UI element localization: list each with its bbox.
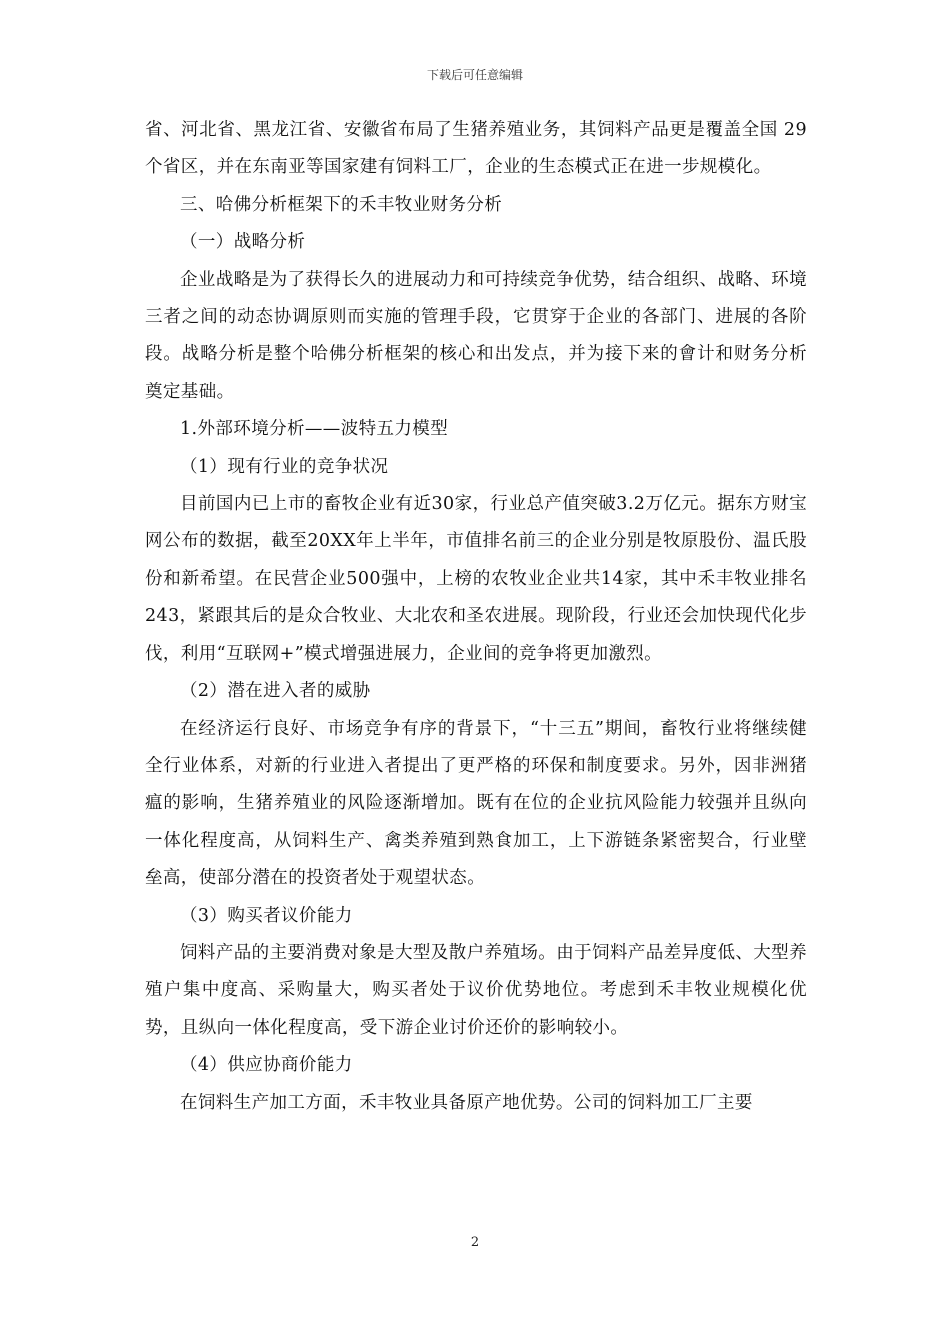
paragraph-continuation: 省、河北省、黑龙江省、安徽省布局了生猪养殖业务，其饲料产品更是覆盖全国 29 个省区，并在东南亚等国家建有饲料工厂，企业的生态模式正在进一步规模化。 — [145, 120, 813, 178]
paragraph-buyers: 饲料产品的主要消费对象是大型及散户养殖场。由于饲料产品差异度低、大型养殖户集中度高、采购量大，购买者处于议价优势地位。考虑到禾丰牧业规模化优势，且纵向一体化程度高，受下游企业讨价还价的影响较小。 — [145, 942, 807, 1038]
item-heading-competition: （1）现有行业的竞争状况 — [180, 456, 389, 477]
page-header: 下载后可任意编辑 — [426, 68, 523, 82]
paragraph-entrants: 在经济运行良好、市场竞争有序的背景下，“十三五”期间，畜牧行业将继续健全行业体系，对新的行业进入者提出了更严格的环保和制度要求。另外，因非洲猪瘟的影响，生猪养殖业的风险逐渐增加。既有在位的企业抗风险能力较强并且纵向一体化程度高，从饲料生产、禽类养殖到熟食加工，上下游链条紧密契合，行业壁垒高，使部分潜在的投资者处于观望状态。 — [145, 718, 807, 889]
subsection-heading: （一）战略分析 — [180, 232, 306, 253]
item-heading-entrants: （2）潜在进入者的威胁 — [180, 681, 371, 702]
paragraph-suppliers: 在饲料生产加工方面，禾丰牧业具备原产地优势。公司的饲料加工厂主要 — [180, 1092, 753, 1113]
item-heading-suppliers: （4）供应协商价能力 — [180, 1055, 353, 1076]
paragraph-competition: 目前国内已上市的畜牧企业有近30家，行业总产值突破3.2万亿元。据东方财宝网公布的数据，截至20XX年上半年，市值排名前三的企业分别是牧原股份、温氏股份和新希望。在民营企业500强中，上榜的农牧业企业共14家，其中禾丰牧业排名243，紧跟其后的是众合牧业、大北农和圣农进展。现阶段，行业还会加快现代化步伐，利用“互联网+”模式增强进展力，企业间的竞争将更加激烈。 — [145, 494, 807, 664]
page-number: 2 — [470, 1235, 480, 1250]
item-heading-buyers: （3）购买者议价能力 — [180, 905, 353, 926]
section-heading: 三、哈佛分析框架下的禾丰牧业财务分析 — [180, 194, 503, 215]
document-body — [145, 112, 813, 1122]
paragraph-strategy: 企业战略是为了获得长久的进展动力和可持续竞争优势，结合组织、战略、环境三者之间的动态协调原则而实施的管理手段，它贯穿于企业的各部门、进展的各阶段。战略分析是整个哈佛分析框架的核心和出发点，并为接下来的會计和财务分析奠定基础。 — [145, 269, 807, 402]
subsection-heading-external: 1.外部环境分析——波特五力模型 — [180, 419, 449, 440]
